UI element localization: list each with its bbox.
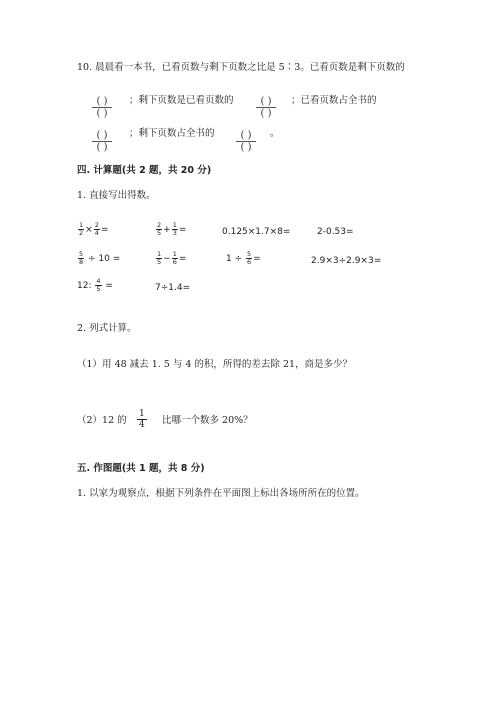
calc-item-9: 12: $\frac{4}{5}$ = [77, 277, 113, 293]
calc-item-4: 2-0.53= [317, 227, 354, 237]
answer-blank-fraction: $\frac{( )}{( )}$ [236, 123, 256, 153]
calc-item-7: 1 ÷ $\frac{5}{6}$ = [226, 250, 261, 266]
question-10-text: 10. 晨晨看一本书，已看页数与剩下页数之比是 5∶3。已看页数是剩下页数的 [77, 62, 405, 73]
answer-blank-fraction: $\frac{( )}{( )}$ [256, 89, 276, 119]
section-4-title: 四. 计算题(共 2 题，共 20 分) [77, 165, 212, 176]
calc-item-2: $\frac{2}{5}$ + $\frac{1}{3}$ = [157, 221, 187, 237]
answer-blank-fraction: $\frac{( )}{( )}$ [92, 123, 112, 153]
section-4-q2-2-post: 比哪一个数多 20%？ [162, 415, 253, 426]
section-4-q2-2-pre: （2）12 的 [77, 415, 127, 426]
section-5-q1: 1. 以家为观察点，根据下列条件在平面图上标出各场所所在的位置。 [77, 488, 365, 499]
calc-item-8: 2.9×3÷2.9×3= [311, 256, 382, 266]
calc-item-1: $\frac{1}{2}$ × $\frac{2}{4}$ = [79, 221, 109, 237]
question-10-text-c: ；剩下页数占全书的 [129, 128, 215, 139]
question-10-end: 。 [270, 128, 280, 139]
section-4-q2-1: （1）用 48 减去 1. 5 与 4 的积，所得的差去除 21，商是多少？ [77, 359, 353, 370]
section-4-q1-title: 1. 直接写出得数。 [77, 190, 156, 201]
section-4-q2-title: 2. 列式计算。 [77, 323, 137, 334]
calc-item-5: $\frac{5}{8}$ ÷ 10 = [79, 250, 121, 266]
question-10-text-b: ；已看页数占全书的 [291, 95, 377, 106]
section-4-q2-2-fraction: $\frac{1}{4}$ [139, 409, 145, 430]
calc-item-10: 7÷1.4= [155, 283, 191, 293]
calc-item-6: $\frac{1}{5}$ − $\frac{1}{6}$ = [157, 250, 187, 266]
answer-blank-fraction: $\frac{( )}{( )}$ [92, 89, 112, 119]
calc-item-3: 0.125×1.7×8= [222, 227, 291, 237]
section-5-title: 五. 作图题(共 1 题，共 8 分) [77, 463, 205, 474]
question-10-text-a: ；剩下页数是已看页数的 [129, 95, 234, 106]
